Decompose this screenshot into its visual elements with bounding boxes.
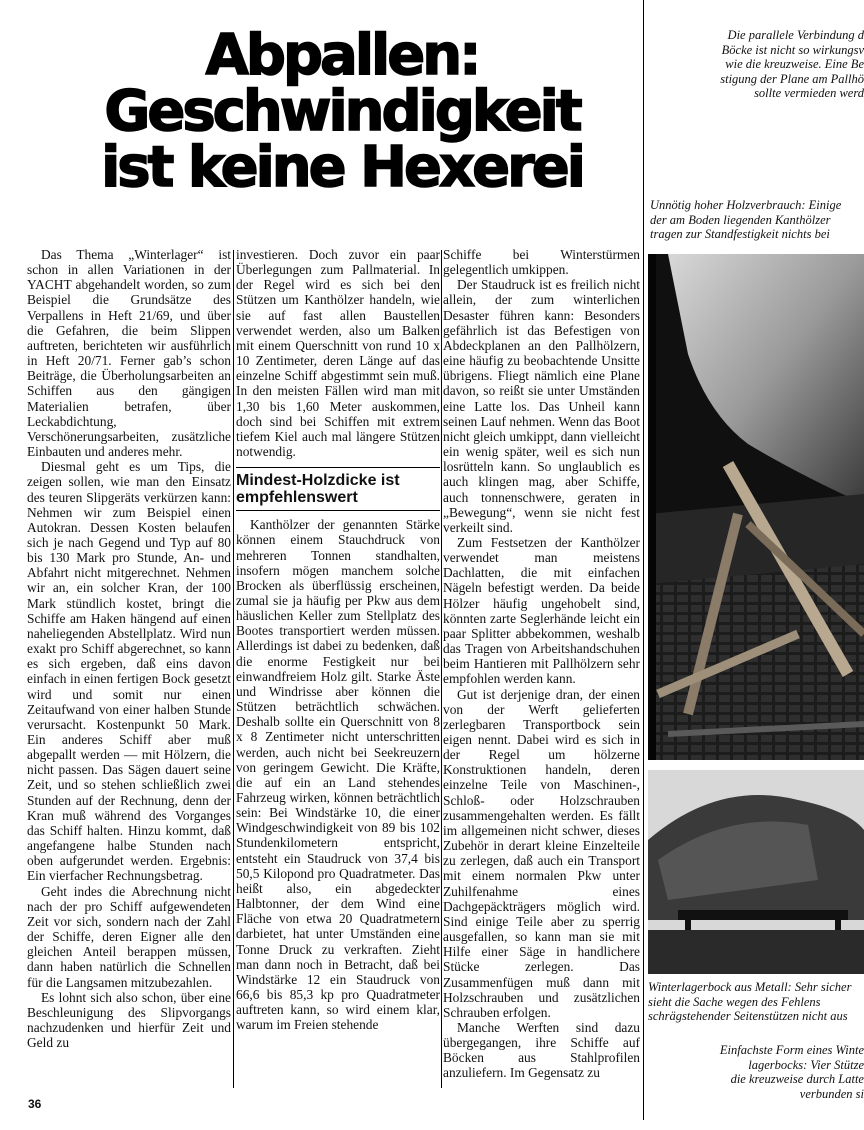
headline-line-1: Abpallen: — [205, 23, 479, 88]
caption-photo-2: Winterlagerbock aus Metall: Sehr sicher sieht die Sache wegen des Fehlens schrägstehender Seitenstützen nicht aus — [648, 980, 852, 1023]
column-rule-3 — [643, 0, 644, 1120]
metal-stand-photo-image — [648, 770, 864, 974]
caption-line: Die parallele Verbindung d — [727, 28, 864, 42]
paragraph: Schiffe bei Winterstürmen gelegentlich umkippen. — [443, 247, 640, 278]
paragraph: Kanthölzer der genannten Stärke können einem Stauchdruck von mehreren Tonnen standhalten, insofern mögen manchem solche Brocken als überflüssig erscheinen, zumal sie ja häufig per Pkw aus dem häuslichen Keller zum Stellplatz des Bootes transportiert werden müssen. Allerdings ist dabei zu bedenken, daß die enorme Festigkeit nur bei einwandfreiem Holz gilt. Starke Äste und Windrisse aber können die Stützen beträchtlich schwächen. Deshalb sollte ein Querschnitt von 8 x 8 Zentimeter nicht unterschritten werden, auch nicht bei Seekreuzern von geringem Gewicht. Die Kräfte, die auf ein an Land stehendes Fahrzeug wirken, können beträchtlich sein: Bei Windstärke 10, die einer Windgeschwindigkeit von 89 bis 102 Stundenkilometern entspricht, entsteht ein Staudruck von 37,4 bis 50,5 Kilopond pro Quadratmeter. Das heißt also, ein abgedeckter Halbtonner, der dem Wind eine Fläche von etwa 20 Quadratmetern darbietet, hat unter Umständen eine Tonne Druck zu verkraften. Zieht man dann noch in Betracht, daß bei Windstärke 12 ein Staudruck von 66,6 bis 85,3 kp pro Quadratmeter auftreten kann, so wird einem klar, warum im Freien stehende — [236, 517, 440, 1033]
page-number: 36 — [28, 1097, 42, 1111]
paragraph: Gut ist derjenige dran, der einen von der Werft gelieferten zerlegbaren Transportbock sein eigen nennt. Dabei wird es sich in der Regel um hölzerne Konstruktionen handeln, deren einzelne Teile von Maschinen-, Schloß- oder Holzschrauben zusammengehalten werden. Es fällt im allgemeinen nicht schwer, dieses Zubehör in derart kleine Einzelteile zu zerlegen, daß auch ein Transport mit einem normalen Pkw unter Zuhilfenahme eines Dachgepäckträgers möglich wird. Sind einige Teile aber zu sperrig ausgefallen, so kann man sie mit Hilfe einer Säge in handlichere Stücke zerlegen. Das Zusammenfügen muß dann mit Holzschrauben und zusätzlichen Schrauben erfolgen. — [443, 686, 640, 1020]
column-rule-1 — [233, 250, 234, 1088]
paragraph: Der Staudruck ist es freilich nicht allein, der zum winterlichen Desaster führen kann: Besonders gefährlich ist das Befestigen von Abdeckplanen an den Pallhölzern, eine häufig zu beobachtende Unsitte übrigens. Fliegt nämlich eine Plane davon, so reißt sie unter Umständen eine Latte los. Das Unheil kann seinen Lauf nehmen. Wenn das Boot nicht gleich umkippt, dann vielleicht ein wenig später, weil es sich nun losrütteln kann. So unglaublich es auch klingen mag, aber Schiffe, auch tonnenschwere, geraten in „Bewegung“, wenn sie nicht fest verkeilt sind. — [443, 277, 640, 535]
subheading: Mindest-Holzdicke ist empfehlenswert — [236, 467, 440, 511]
article-column-2 — [236, 247, 440, 1095]
caption-line: lagerbocks: Vier Stütze — [748, 1057, 864, 1072]
paragraph: Diesmal geht es um Tips, die zeigen sollen, wie man den Einsatz des teuren Slipgeräts verkürzen kann: Nehmen wir zum Beispiel einen Autokran. Dessen Kosten belaufen sich je nach Gegend und Typ auf 80 bis 130 Mark pro Stunde, An- und Abfahrt nicht mitgerechnet. Nehmen wir an, ein solcher Kran, der 100 Mark stündlich kostet, bringt die Schiffe am Haken hängend auf einen naheliegenden Abstellplatz. Wird nun exakt pro Schiff abgerechnet, so kann es sich ergeben, daß eins davon einfach in einen fertigen Bock gesetzt wird und somit nur einen Zeitaufwand von einer halben Stunde verursacht. Kostenpunkt 50 Mark. Ein anderes Schiff aber muß abgepallt werden — mit Hölzern, die nicht passen. Das Sägen dauert seine Zeit, und so stehen schließlich zwei Stunden auf der Rechnung, denn der Kran muß während des Vorganges das Schiff halten. Hinzu kommt, daß angefangene halbe Stunden nach oben aufgerundet werden. Ergebnis: Ein vierfacher Rechnungsbetrag. — [27, 459, 231, 884]
caption-line: wie die kreuzweise. Eine Be — [725, 57, 864, 71]
column-rule-2 — [441, 250, 442, 1088]
caption-line: sollte vermieden werd — [754, 86, 864, 100]
metal-stand-photo — [648, 770, 864, 974]
caption-line: die kreuzweise durch Latte — [730, 1072, 864, 1086]
headline-line-2: Geschwindigkeit — [104, 79, 580, 144]
boat-stand-photo — [648, 254, 864, 760]
caption-line: Einfachste Form eines Winte — [719, 1043, 864, 1057]
paragraph: Manche Werften sind dazu übergegangen, ihre Schiffe auf Böcken aus Stahlprofilen anzuliefern. Im Gegensatz zu — [443, 1019, 640, 1081]
caption-line: stigung der Plane am Pallhö — [720, 71, 864, 86]
article-column-3 — [443, 247, 640, 1095]
caption-top — [652, 28, 864, 101]
paragraph: Es lohnt sich also schon, über eine Beschleunigung des Slipvorgangs nachzudenken und hierfür Zeit und Geld zu — [27, 989, 231, 1051]
article-column-1 — [27, 247, 231, 1095]
headline-line-3: ist keine Hexerei — [101, 135, 583, 200]
boat-stand-photo-image — [648, 254, 864, 760]
caption-bottom — [650, 1043, 864, 1101]
caption-photo-1: Unnötig hoher Holzverbrauch: Einige der am Boden liegenden Kanthölzer tragen zur Standfestigkeit nichts bei — [650, 198, 842, 241]
headline — [40, 23, 644, 200]
caption-line: Böcke ist nicht so wirkungsv — [721, 42, 864, 57]
paragraph: Zum Festsetzen der Kanthölzer verwendet man meistens Dachlatten, die mit einfachen Nägeln befestigt werden. Da beide Hölzer häufig ungehobelt sind, könnten zarte Seglerhände leicht ein paar Splitter abbekommen, weshalb das Tragen von Arbeitshandschuhen beim Hantieren mit Pallhölzern sehr empfohlen werden kann. — [443, 534, 640, 687]
caption-line: verbunden si — [799, 1086, 864, 1101]
paragraph: investieren. Doch zuvor ein paar Überlegungen zum Pallmaterial. In der Regel wird es sich bei den Stützen um Kanthölzer handeln, wie sie auf fast allen Baustellen verwendet werden, also um Balken mit einem Querschnitt von rund 10 x 10 Zentimeter, deren Länge auf das einzelne Schiff abgestimmt sein muß. In den meisten Fällen wird man mit 1,30 bis 1,60 Meter auskommen, doch sind bei Schiffen mit extrem tiefem Kiel auch mal längere Stützen notwendig. — [236, 247, 440, 460]
paragraph: Geht indes die Abrechnung nicht nach der pro Schiff aufgewendeten Zeit vor sich, sondern nach der Zahl der Schiffe, deren Eigner alle den gleichen Anteil berappen müssen, dann haben natürlich die Schnellen für die Langsamen mitzubezahlen. — [27, 883, 231, 990]
paragraph: Das Thema „Winterlager“ ist schon in allen Variationen in der YACHT abgehandelt worden, so zum Beispiel die Grundsätze des Verpallens in Heft 21/69, und über die Gefahren, die beim Slippen auftreten, berichteten wir ausführlich in Heft 20/71. Ferner gab’s schon Beiträge, die Überholungsarbeiten an Schiffen aus den gängigen Materialien betrafen, über Leckabdichtung, Verschönerungsarbeiten, zusätzliche Einbauten und anderes mehr. — [27, 247, 231, 460]
